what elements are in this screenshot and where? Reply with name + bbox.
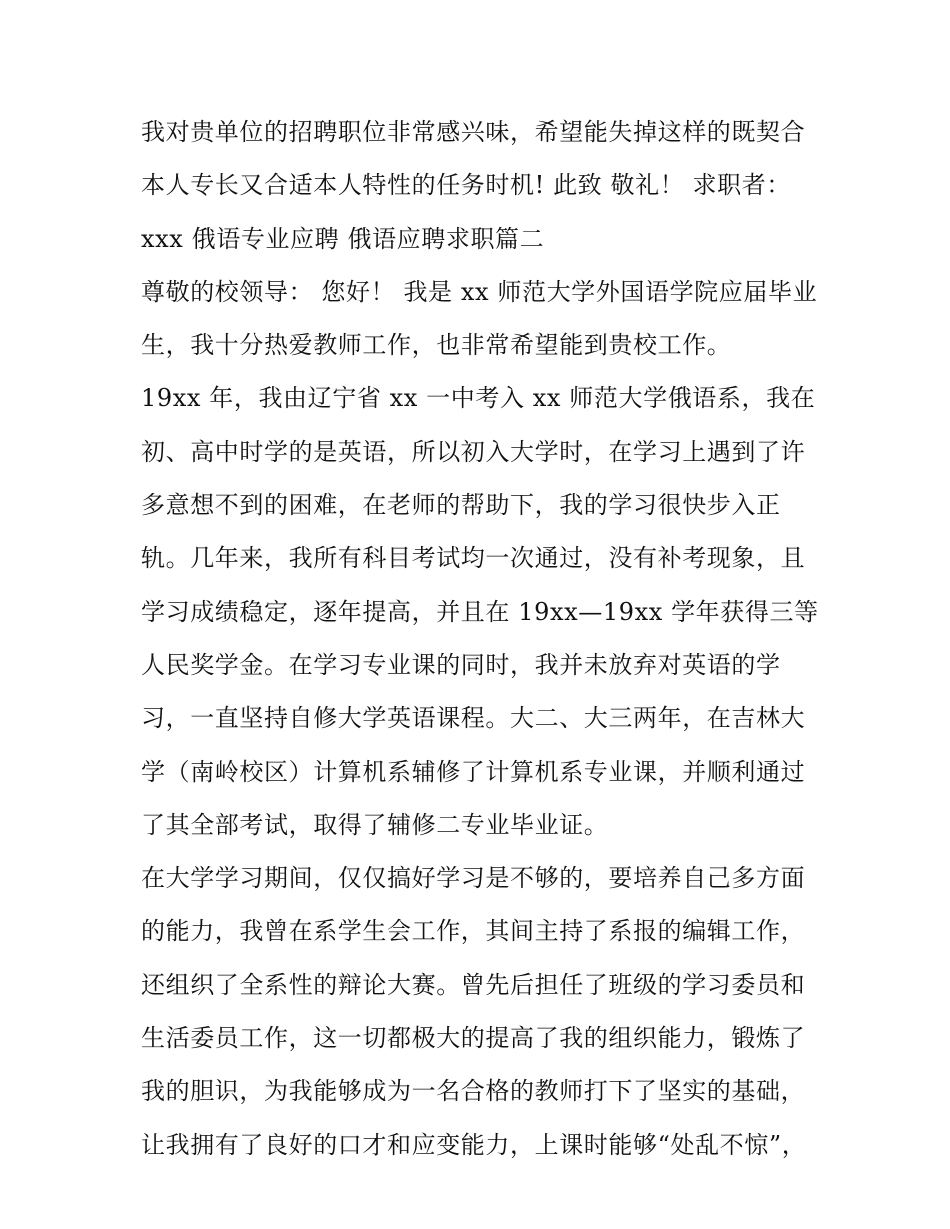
text-line: xxx 俄语专业应聘 俄语应聘求职篇二 (141, 224, 545, 253)
text-line: 生活委员工作，这一切都极大的提高了我的组织能力，锻炼了 (141, 1024, 806, 1053)
text-line: 本人专长又合适本人特性的任务时机! 此致 敬礼！ 求职者： (141, 171, 791, 200)
text-line: 让我拥有了良好的口才和应变能力，上课时能够“处乱不惊”， (141, 1130, 807, 1159)
text-line: 多意想不到的困难，在老师的帮助下，我的学习很快步入正 (141, 491, 781, 520)
text-line: 的能力，我曾在系学生会工作，其间主持了系报的编辑工作， (141, 917, 806, 946)
text-line: 习，一直坚持自修大学英语课程。大二、大三两年，在吉林大 (141, 704, 806, 733)
text-line: 生，我十分热爱教师工作，也非常希望能到贵校工作。 (141, 331, 732, 360)
text-line: 我对贵单位的招聘职位非常感兴味，希望能失掉这样的既契合 (141, 118, 806, 146)
document-body (141, 106, 821, 1172)
text-line: 了其全部考试，取得了辅修二专业毕业证。 (141, 810, 609, 839)
text-line: 学（南岭校区）计算机系辅修了计算机系专业课，并顺利通过 (141, 757, 806, 786)
text-line: 在大学学习期间，仅仅搞好学习是不够的，要培养自己多方面 (141, 864, 806, 893)
text-line: 尊敬的校领导： 您好！ 我是 xx 师范大学外国语学院应届毕业 (141, 277, 818, 306)
text-line: 人民奖学金。在学习专业课的同时，我并未放弃对英语的学 (141, 650, 781, 679)
text-line: 学习成绩稳定，逐年提高，并且在 19xx—19xx 学年获得三等 (141, 597, 819, 626)
text-line: 还组织了全系性的辩论大赛。曾先后担任了班级的学习委员和 (141, 970, 806, 999)
text-line: 19xx 年，我由辽宁省 xx 一中考入 xx 师范大学俄语系，我在 (141, 384, 816, 413)
text-line: 我的胆识，为我能够成为一名合格的教师打下了坚实的基础， (141, 1077, 806, 1106)
text-line: 初、高中时学的是英语，所以初入大学时，在学习上遇到了许 (141, 437, 806, 466)
text-line: 轨。几年来，我所有科目考试均一次通过，没有补考现象，且 (141, 544, 806, 573)
